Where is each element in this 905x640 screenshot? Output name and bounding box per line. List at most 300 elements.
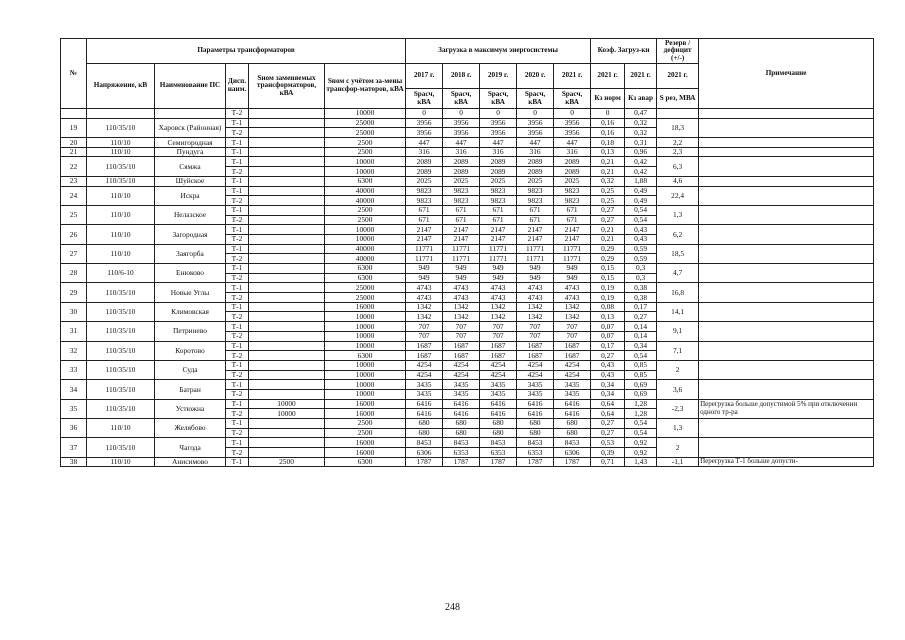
row-number-cell: 30	[61, 302, 87, 321]
load-cell: 3435	[443, 380, 480, 390]
table-row	[61, 157, 874, 167]
load-cell: 3956	[554, 118, 591, 128]
load-cell: 4743	[554, 293, 591, 303]
disp-cell: Т-2	[226, 448, 249, 458]
load-cell: 680	[443, 428, 480, 438]
load-cell: 4743	[480, 283, 517, 293]
load-cell: 2089	[406, 157, 443, 167]
load-cell: 1687	[554, 351, 591, 361]
load-cell: 4254	[443, 360, 480, 370]
load-cell: 1687	[480, 341, 517, 351]
load-cell: 2147	[443, 225, 480, 235]
disp-cell: Т-2	[226, 409, 249, 419]
kz-avar-cell: 0,54	[625, 351, 657, 361]
load-cell: 8453	[406, 438, 443, 448]
load-cell: 4743	[517, 293, 554, 303]
load-cell: 2089	[406, 167, 443, 177]
load-cell: 680	[554, 428, 591, 438]
snom-new-cell: 6300	[325, 176, 406, 186]
disp-cell: Т-1	[226, 138, 249, 148]
snom-replaced-cell	[249, 118, 325, 128]
disp-cell: Т-2	[226, 215, 249, 225]
disp-cell: Т-1	[226, 205, 249, 215]
load-cell: 6416	[443, 409, 480, 419]
table-row	[61, 176, 874, 186]
snom-new-cell: 10000	[325, 360, 406, 370]
table-row	[61, 360, 874, 370]
load-cell: 316	[554, 147, 591, 157]
header-snom-replaced: Sном заменяемых трансформаторов, кВА	[249, 64, 325, 109]
kz-avar-cell: 0,92	[625, 438, 657, 448]
load-cell: 447	[443, 138, 480, 148]
load-cell: 447	[406, 138, 443, 148]
load-cell: 11771	[554, 254, 591, 264]
load-cell: 9823	[406, 196, 443, 206]
note-cell	[699, 147, 874, 157]
load-cell: 3956	[517, 118, 554, 128]
kz-norm-cell: 0,13	[591, 312, 625, 322]
disp-cell: Т-1	[226, 438, 249, 448]
load-cell: 316	[480, 147, 517, 157]
load-cell: 2025	[443, 176, 480, 186]
kz-avar-cell: 0,32	[625, 128, 657, 138]
load-cell: 949	[554, 264, 591, 274]
note-cell	[699, 157, 874, 176]
load-cell: 1787	[517, 457, 554, 467]
kz-norm-cell: 0,34	[591, 380, 625, 390]
voltage-cell: 110/35/10	[87, 438, 155, 457]
header-s-unit: Sрасч, кВА	[406, 89, 443, 109]
load-cell: 0	[554, 109, 591, 119]
load-cell: 2147	[443, 234, 480, 244]
voltage-cell: 110/10	[87, 457, 155, 467]
reserve-cell	[657, 109, 699, 119]
disp-cell: Т-2	[226, 109, 249, 119]
table-row	[61, 419, 874, 429]
load-cell: 6306	[554, 448, 591, 458]
load-cell: 9823	[554, 196, 591, 206]
load-cell: 6306	[406, 448, 443, 458]
kz-norm-cell: 0,27	[591, 428, 625, 438]
note-cell: Перегрузка больше допустимой 5% при отключении одного тр-ра	[699, 399, 874, 418]
load-cell: 707	[406, 322, 443, 332]
disp-cell: Т-2	[226, 196, 249, 206]
load-cell: 707	[480, 322, 517, 332]
snom-new-cell: 6300	[325, 264, 406, 274]
load-cell: 4743	[554, 283, 591, 293]
load-cell: 1787	[554, 457, 591, 467]
kz-norm-cell: 0,07	[591, 331, 625, 341]
ps-name-cell: Харовск (Районная)	[155, 118, 226, 137]
snom-replaced-cell: 10000	[249, 399, 325, 409]
header-reserve-year: 2021 г.	[657, 64, 699, 89]
row-number-cell	[61, 109, 87, 119]
snom-new-cell: 10000	[325, 312, 406, 322]
row-number-cell: 32	[61, 341, 87, 360]
note-cell	[699, 360, 874, 379]
load-cell: 8453	[480, 438, 517, 448]
snom-new-cell: 2500	[325, 205, 406, 215]
reserve-cell: 22,4	[657, 186, 699, 205]
ps-name-cell: Климовская	[155, 302, 226, 321]
note-cell	[699, 283, 874, 302]
kz-norm-cell: 0,21	[591, 157, 625, 167]
load-cell: 6416	[480, 409, 517, 419]
load-cell: 4254	[443, 370, 480, 380]
snom-new-cell: 40000	[325, 186, 406, 196]
load-cell: 2089	[517, 167, 554, 177]
page-number: 248	[445, 602, 460, 613]
kz-avar-cell: 0,31	[625, 138, 657, 148]
load-cell: 1787	[480, 457, 517, 467]
snom-new-cell: 40000	[325, 254, 406, 264]
load-cell: 1787	[443, 457, 480, 467]
load-cell: 2147	[517, 225, 554, 235]
note-cell	[699, 176, 874, 186]
load-cell: 680	[480, 428, 517, 438]
ps-name-cell: Нелазское	[155, 205, 226, 224]
snom-new-cell: 2500	[325, 215, 406, 225]
load-cell: 671	[480, 215, 517, 225]
load-cell: 1342	[480, 312, 517, 322]
load-cell: 1787	[406, 457, 443, 467]
document-sheet	[60, 38, 873, 467]
load-cell: 1687	[443, 351, 480, 361]
table-row	[61, 264, 874, 274]
reserve-cell: 16,8	[657, 283, 699, 302]
snom-replaced-cell: 2500	[249, 457, 325, 467]
kz-norm-cell: 0,08	[591, 302, 625, 312]
snom-replaced-cell	[249, 322, 325, 332]
kz-avar-cell: 0,38	[625, 283, 657, 293]
load-cell: 949	[517, 273, 554, 283]
reserve-cell: 6,3	[657, 157, 699, 176]
reserve-cell: 4,6	[657, 176, 699, 186]
load-cell: 671	[480, 205, 517, 215]
disp-cell: Т-1	[226, 457, 249, 467]
load-cell: 316	[443, 147, 480, 157]
kz-avar-cell: 0,49	[625, 186, 657, 196]
load-cell: 9823	[443, 186, 480, 196]
disp-cell: Т-1	[226, 157, 249, 167]
kz-avar-cell: 0,47	[625, 109, 657, 119]
voltage-cell: 110/10	[87, 138, 155, 148]
load-cell: 1342	[443, 312, 480, 322]
load-cell: 4254	[554, 360, 591, 370]
snom-new-cell: 10000	[325, 322, 406, 332]
snom-replaced-cell: 10000	[249, 409, 325, 419]
load-cell: 2089	[443, 167, 480, 177]
load-cell: 4254	[517, 370, 554, 380]
row-number-cell: 23	[61, 176, 87, 186]
load-cell: 9823	[517, 196, 554, 206]
load-cell: 3956	[443, 128, 480, 138]
note-cell	[699, 380, 874, 399]
row-number-cell: 34	[61, 380, 87, 399]
kz-avar-cell: 0,42	[625, 167, 657, 177]
load-cell: 6416	[517, 399, 554, 409]
snom-new-cell: 16000	[325, 448, 406, 458]
row-number-cell: 33	[61, 360, 87, 379]
row-number-cell: 25	[61, 205, 87, 224]
kz-avar-cell: 0,54	[625, 419, 657, 429]
disp-cell: Т-2	[226, 128, 249, 138]
disp-cell: Т-2	[226, 293, 249, 303]
load-cell: 11771	[480, 254, 517, 264]
table-row	[61, 302, 874, 312]
kz-norm-cell: 0,27	[591, 419, 625, 429]
note-cell	[699, 322, 874, 341]
load-cell: 316	[517, 147, 554, 157]
load-cell: 3435	[406, 389, 443, 399]
voltage-cell: 110/35/10	[87, 176, 155, 186]
load-cell: 680	[517, 419, 554, 429]
snom-replaced-cell	[249, 360, 325, 370]
snom-new-cell: 40000	[325, 196, 406, 206]
snom-replaced-cell	[249, 438, 325, 448]
table-row	[61, 380, 874, 390]
load-cell: 11771	[443, 254, 480, 264]
snom-replaced-cell	[249, 225, 325, 235]
load-cell: 1342	[406, 312, 443, 322]
disp-cell: Т-1	[226, 419, 249, 429]
load-cell: 6416	[554, 409, 591, 419]
load-cell: 949	[517, 264, 554, 274]
snom-new-cell: 10000	[325, 167, 406, 177]
load-cell: 4254	[406, 370, 443, 380]
kz-avar-cell: 0,43	[625, 225, 657, 235]
snom-replaced-cell	[249, 283, 325, 293]
voltage-cell: 110/35/10	[87, 157, 155, 176]
kz-norm-cell: 0,27	[591, 215, 625, 225]
load-cell: 6416	[517, 409, 554, 419]
header-year: 2021 г.	[554, 64, 591, 89]
load-cell: 6416	[443, 399, 480, 409]
voltage-cell: 110/35/10	[87, 380, 155, 399]
load-cell: 680	[443, 419, 480, 429]
kz-norm-cell: 0,34	[591, 389, 625, 399]
load-cell: 949	[406, 264, 443, 274]
kz-norm-cell: 0,21	[591, 234, 625, 244]
ps-name-cell: Батран	[155, 380, 226, 399]
disp-cell: Т-2	[226, 312, 249, 322]
snom-replaced-cell	[249, 331, 325, 341]
snom-new-cell: 16000	[325, 409, 406, 419]
snom-new-cell: 2500	[325, 147, 406, 157]
header-s-unit: Sрасч, кВА	[480, 89, 517, 109]
snom-replaced-cell	[249, 273, 325, 283]
kz-norm-cell: 0,64	[591, 409, 625, 419]
snom-replaced-cell	[249, 157, 325, 167]
kz-avar-cell: 0,59	[625, 244, 657, 254]
kz-norm-cell: 0,32	[591, 176, 625, 186]
header-kz-avar: Кз авар	[625, 89, 657, 109]
load-cell: 8453	[517, 438, 554, 448]
kz-avar-cell: 0,3	[625, 264, 657, 274]
ps-name-cell: Сямжа	[155, 157, 226, 176]
load-cell: 1687	[480, 351, 517, 361]
reserve-cell: 6,2	[657, 225, 699, 244]
kz-norm-cell: 0,13	[591, 147, 625, 157]
load-cell: 11771	[443, 244, 480, 254]
kz-norm-cell: 0,43	[591, 360, 625, 370]
disp-cell: Т-1	[226, 147, 249, 157]
load-cell: 3435	[554, 389, 591, 399]
row-number-cell: 35	[61, 399, 87, 418]
header-disp: Дисп. наим.	[226, 64, 249, 109]
kz-norm-cell: 0,21	[591, 167, 625, 177]
ps-name-cell: Загородная	[155, 225, 226, 244]
disp-cell: Т-1	[226, 380, 249, 390]
row-number-cell: 29	[61, 283, 87, 302]
ps-name-cell	[155, 109, 226, 119]
load-cell: 949	[480, 264, 517, 274]
note-cell: Перегрузка Т-1 больше допусти-	[699, 457, 874, 467]
snom-replaced-cell	[249, 147, 325, 157]
note-cell	[699, 244, 874, 263]
load-cell: 2147	[517, 234, 554, 244]
load-cell: 2147	[406, 225, 443, 235]
kz-avar-cell: 0,85	[625, 360, 657, 370]
disp-cell: Т-2	[226, 273, 249, 283]
table-row	[61, 118, 874, 128]
disp-cell: Т-2	[226, 428, 249, 438]
kz-norm-cell: 0,16	[591, 118, 625, 128]
note-cell	[699, 205, 874, 224]
transformer-load-table	[60, 38, 874, 467]
kz-avar-cell: 0,69	[625, 389, 657, 399]
header-s-res: S рез, МВА	[657, 89, 699, 109]
load-cell: 680	[480, 419, 517, 429]
row-number-cell: 22	[61, 157, 87, 176]
table-row	[61, 225, 874, 235]
load-cell: 6353	[480, 448, 517, 458]
load-cell: 4254	[480, 360, 517, 370]
kz-avar-cell: 0,42	[625, 157, 657, 167]
snom-new-cell: 6300	[325, 457, 406, 467]
load-cell: 707	[480, 331, 517, 341]
load-cell: 4254	[406, 360, 443, 370]
header-k-year: 2021 г.	[591, 64, 625, 89]
kz-avar-cell: 0,14	[625, 331, 657, 341]
kz-avar-cell: 1,88	[625, 176, 657, 186]
table-body	[61, 109, 874, 467]
reserve-cell: 2	[657, 360, 699, 379]
reserve-cell: 14,1	[657, 302, 699, 321]
load-cell: 4743	[443, 283, 480, 293]
kz-norm-cell: 0,07	[591, 322, 625, 332]
load-cell: 3435	[480, 389, 517, 399]
header-s-unit: Sрасч, кВА	[554, 89, 591, 109]
load-cell: 3956	[406, 128, 443, 138]
note-cell	[699, 109, 874, 119]
load-cell: 4743	[406, 293, 443, 303]
load-cell: 2025	[480, 176, 517, 186]
row-number-cell: 28	[61, 264, 87, 283]
load-cell: 3956	[480, 128, 517, 138]
snom-new-cell: 10000	[325, 157, 406, 167]
reserve-cell: 4,7	[657, 264, 699, 283]
snom-replaced-cell	[249, 380, 325, 390]
table-row	[61, 399, 874, 409]
snom-replaced-cell	[249, 312, 325, 322]
snom-replaced-cell	[249, 244, 325, 254]
load-cell: 680	[406, 428, 443, 438]
kz-avar-cell: 0,54	[625, 205, 657, 215]
snom-replaced-cell	[249, 234, 325, 244]
kz-avar-cell: 0,96	[625, 147, 657, 157]
load-cell: 3435	[480, 380, 517, 390]
snom-replaced-cell	[249, 167, 325, 177]
kz-avar-cell: 0,14	[625, 322, 657, 332]
load-cell: 4743	[443, 293, 480, 303]
table-row	[61, 205, 874, 215]
ps-name-cell: Новые Углы	[155, 283, 226, 302]
load-cell: 6416	[480, 399, 517, 409]
kz-norm-cell: 0,25	[591, 186, 625, 196]
snom-new-cell: 16000	[325, 302, 406, 312]
load-cell: 6353	[517, 448, 554, 458]
row-number-cell: 20	[61, 138, 87, 148]
load-cell: 949	[480, 273, 517, 283]
load-cell: 3956	[517, 128, 554, 138]
snom-new-cell: 6300	[325, 273, 406, 283]
snom-new-cell: 10000	[325, 370, 406, 380]
row-number-cell: 19	[61, 118, 87, 137]
voltage-cell: 110/10	[87, 225, 155, 244]
load-cell: 11771	[406, 254, 443, 264]
header-s-unit: Sрасч, кВА	[443, 89, 480, 109]
table-row	[61, 186, 874, 196]
load-cell: 9823	[554, 186, 591, 196]
load-cell: 11771	[480, 244, 517, 254]
ps-name-cell: Устюжна	[155, 399, 226, 418]
disp-cell: Т-1	[226, 302, 249, 312]
kz-avar-cell: 0,85	[625, 370, 657, 380]
load-cell: 2025	[406, 176, 443, 186]
header-kz-norm: Кз норм	[591, 89, 625, 109]
load-cell: 3435	[554, 380, 591, 390]
load-cell: 447	[480, 138, 517, 148]
load-cell: 11771	[554, 244, 591, 254]
kz-avar-cell: 0,92	[625, 448, 657, 458]
load-cell: 3435	[443, 389, 480, 399]
snom-replaced-cell	[249, 176, 325, 186]
load-cell: 707	[517, 331, 554, 341]
row-number-cell: 26	[61, 225, 87, 244]
disp-cell: Т-1	[226, 264, 249, 274]
header-year: 2020 г.	[517, 64, 554, 89]
load-cell: 2089	[443, 157, 480, 167]
load-cell: 1687	[406, 341, 443, 351]
load-cell: 949	[406, 273, 443, 283]
load-cell: 1687	[406, 351, 443, 361]
reserve-cell: -1,1	[657, 457, 699, 467]
load-cell: 949	[443, 273, 480, 283]
disp-cell: Т-1	[226, 244, 249, 254]
load-cell: 671	[406, 215, 443, 225]
load-cell: 707	[443, 331, 480, 341]
load-cell: 0	[443, 109, 480, 119]
snom-new-cell: 25000	[325, 293, 406, 303]
reserve-cell: 1,3	[657, 205, 699, 224]
snom-replaced-cell	[249, 138, 325, 148]
voltage-cell	[87, 109, 155, 119]
kz-avar-cell: 0,17	[625, 302, 657, 312]
load-cell: 1342	[406, 302, 443, 312]
disp-cell: Т-2	[226, 370, 249, 380]
header-ps-name: Наименование ПС	[155, 64, 226, 109]
